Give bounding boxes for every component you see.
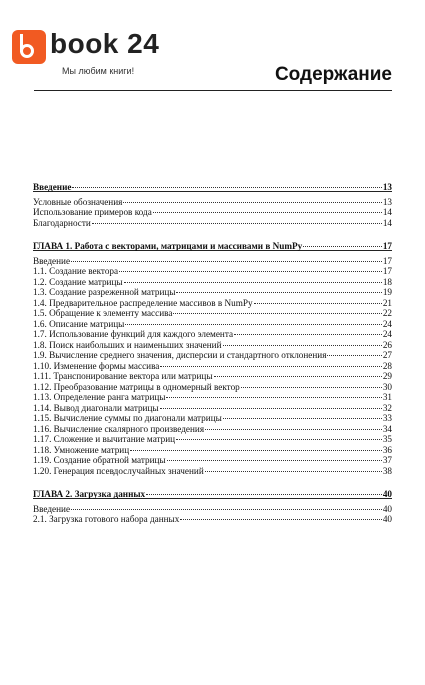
toc-page-number: 29 — [382, 371, 392, 381]
toc-leader-dots — [327, 345, 381, 356]
toc-page-number: 19 — [382, 287, 392, 297]
toc-leader-dots — [176, 282, 381, 293]
toc-leader-dots — [160, 356, 381, 367]
toc-leader-dots — [72, 177, 381, 188]
toc-leader-dots — [153, 202, 382, 213]
toc-page-number: 33 — [382, 413, 392, 423]
toc-page-number: 17 — [382, 241, 392, 251]
toc-page-number: 17 — [382, 266, 392, 276]
toc-page-number: 14 — [382, 217, 392, 228]
toc-leader-dots — [123, 192, 381, 203]
toc-entry-title: Введение — [33, 503, 71, 514]
toc-page-number: 40 — [382, 503, 392, 514]
toc-entry-title: 1.10. Изменение формы массива — [33, 360, 160, 371]
toc-leader-dots — [214, 366, 382, 377]
toc-section — [33, 179, 392, 228]
toc-leader-dots — [173, 303, 381, 314]
toc-page-number: 22 — [382, 308, 392, 318]
toc-leader-dots — [180, 509, 382, 520]
book24-logo[interactable] — [12, 30, 192, 78]
toc-entry-title: Использование примеров кода — [33, 207, 152, 217]
toc-entry-title: 1.19. Создание обратной матрицы — [33, 455, 166, 465]
toc-leader-dots — [223, 335, 382, 346]
toc-heading-entry[interactable] — [33, 179, 392, 190]
toc-entry-title: ГЛАВА 2. Загрузка данных — [33, 489, 146, 499]
toc-entry-title: 1.17. Сложение и вычитание матриц — [33, 434, 176, 444]
toc-entry-title: 1.15. Вычисление суммы по диагонали матрицы — [33, 413, 222, 423]
toc-leader-dots — [146, 484, 382, 495]
toc-page-number: 26 — [382, 339, 392, 350]
page-title: Содержание — [274, 64, 392, 85]
toc-entry-title: 2.1. Загрузка готового набора данных — [33, 514, 180, 524]
toc-entry-title: Введение — [33, 182, 72, 192]
toc-page-number: 24 — [382, 318, 392, 329]
toc-page-number: 36 — [382, 444, 392, 455]
toc-entry-title: 1.20. Генерация псевдослучайных значений — [33, 465, 204, 476]
toc-leader-dots — [176, 429, 382, 440]
toc-leader-dots — [119, 261, 382, 272]
toc-page-number: 17 — [382, 255, 392, 266]
toc-leader-dots — [92, 213, 382, 224]
toc-leader-dots — [234, 324, 382, 335]
toc-page-number: 31 — [382, 392, 392, 402]
toc-entry-title: 1.18. Умножение матриц — [33, 444, 130, 455]
toc-leader-dots — [71, 251, 382, 262]
toc-leader-dots — [303, 236, 382, 247]
toc-entry-title: 1.3. Создание разреженной матрицы — [33, 287, 176, 297]
toc-page-number: 28 — [382, 360, 392, 371]
toc-entry-title: Благодарности — [33, 217, 91, 228]
toc-page-number: 13 — [382, 196, 392, 207]
toc-page-number: 27 — [382, 350, 392, 360]
toc-entry-title: 1.4. Предварительное распределение массивов в NumPy — [33, 297, 253, 308]
toc-leader-dots — [167, 450, 382, 461]
toc-section — [33, 486, 392, 522]
toc-entry-title: 1.9. Вычисление среднего значения, дисперсии и стандартного отклонения — [33, 350, 327, 360]
toc-page-number: 13 — [382, 182, 392, 192]
toc-entry[interactable] — [33, 511, 392, 522]
toc-page-number: 32 — [382, 402, 392, 413]
toc-heading-entry[interactable] — [33, 486, 392, 497]
logo-tagline: Мы любим книги! — [62, 66, 135, 76]
toc-leader-dots — [71, 499, 382, 510]
toc-page-number: 14 — [382, 207, 392, 217]
toc-entry-title: 1.6. Описание матрицы — [33, 318, 125, 329]
book24-logo-mark-icon — [12, 30, 46, 64]
toc-leader-dots — [254, 293, 382, 304]
toc-entry-title: 1.5. Обращение к элементу массива — [33, 308, 173, 318]
toc-leader-dots — [223, 408, 382, 419]
toc-leader-dots — [205, 419, 382, 430]
toc-entry-title: 1.16. Вычисление скалярного произведения — [33, 423, 205, 434]
toc-leader-dots — [166, 387, 381, 398]
toc-page-number: 21 — [382, 297, 392, 308]
toc-entry-title: Введение — [33, 255, 71, 266]
toc-page-number: 40 — [382, 489, 392, 499]
toc-entry-title: ГЛАВА 1. Работа с векторами, матрицами и массивами в NumPy — [33, 241, 303, 251]
toc-section — [33, 238, 392, 476]
logo-brand: book 24 — [50, 28, 160, 59]
toc-leader-dots — [205, 461, 382, 472]
table-of-contents — [33, 166, 392, 522]
toc-page-number: 30 — [382, 381, 392, 392]
toc-leader-dots — [130, 440, 382, 451]
toc-page-number: 35 — [382, 434, 392, 444]
title-divider — [34, 90, 392, 91]
toc-page-number: 18 — [382, 276, 392, 287]
toc-entry-title: 1.2. Создание матрицы — [33, 276, 123, 287]
toc-entry-title: 1.11. Транспонирование вектора или матрицы — [33, 371, 213, 381]
bottom-fade-overlay — [0, 556, 425, 596]
toc-entry-title: 1.8. Поиск наибольших и наименьших значений — [33, 339, 222, 350]
toc-entry-title: Условные обозначения — [33, 196, 123, 207]
toc-entry-title: 1.13. Определение ранга матрицы — [33, 392, 166, 402]
toc-leader-dots — [241, 377, 382, 388]
toc-entry-title: 1.12. Преобразование матрицы в одномерный вектор — [33, 381, 240, 392]
toc-entry-title: 1.7. Использование функций для каждого элемента — [33, 329, 234, 339]
toc-leader-dots — [124, 272, 382, 283]
toc-page-number: 38 — [382, 465, 392, 476]
toc-page-number: 24 — [382, 329, 392, 339]
toc-page-number: 34 — [382, 423, 392, 434]
toc-leader-dots — [125, 314, 381, 325]
toc-page-number: 37 — [382, 455, 392, 465]
toc-leader-dots — [160, 398, 382, 409]
toc-heading-entry[interactable] — [33, 238, 392, 249]
toc-page-number: 40 — [382, 514, 392, 524]
toc-entry-title: 1.1. Создание вектора — [33, 266, 119, 276]
toc-entry-title: 1.14. Вывод диагонали матрицы — [33, 402, 159, 413]
